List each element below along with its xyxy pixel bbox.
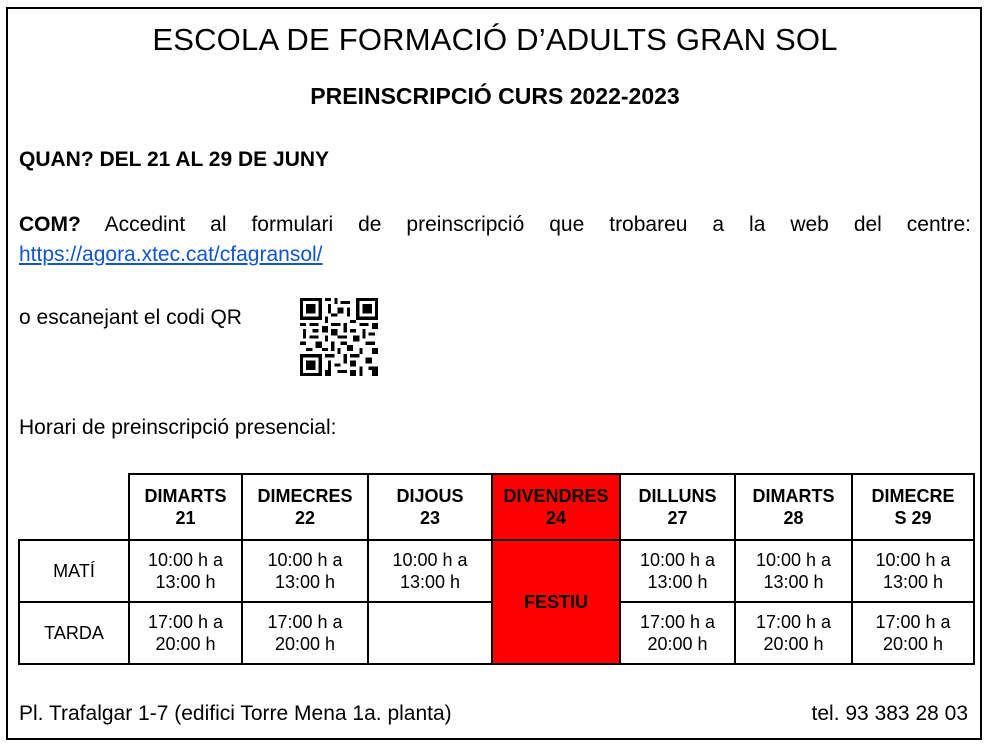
day-name: DIMARTS [752,486,835,506]
time-cell [129,602,242,664]
qr-code-icon [300,298,378,376]
day-name: DILLUNS [638,486,717,506]
how-text: Accedint al formulari de preinscripció que trobareu a la web del centre: [104,213,972,236]
time-start: 17:00 h a [147,612,224,632]
time-end: 13:00 h [882,572,944,592]
time-cell [129,540,242,602]
empty-time-cell [368,602,492,664]
phone-text: tel. 93 383 28 03 [811,702,968,725]
day-header [852,474,974,540]
empty-corner-cell [19,474,129,540]
time-cell [368,540,492,602]
time-cell [620,602,735,664]
schedule-header-row [19,474,974,540]
time-cell [242,540,368,602]
day-header [735,474,852,540]
day-name: DIMECRES [257,486,353,506]
time-start: 10:00 h a [147,550,224,570]
morning-row [19,540,974,602]
day-number: 23 [419,508,441,528]
day-number: 27 [667,508,688,528]
school-website-link[interactable]: https://agora.xtec.cat/cfagransol/ [19,243,323,266]
time-cell [852,540,974,602]
address-text: Pl. Trafalgar 1-7 (edifici Torre Mena 1a. planta) [19,702,452,725]
time-cell [620,540,735,602]
day-name: DIVENDRES [503,486,609,506]
when-heading: QUAN? DEL 21 AL 29 DE JUNY [19,148,330,171]
time-start: 17:00 h a [755,612,832,632]
row-label-morning: MATÍ [19,540,129,602]
time-end: 13:00 h [155,572,216,592]
time-start: 17:00 h a [267,612,343,632]
day-header [368,474,492,540]
time-cell [242,602,368,664]
time-start: 17:00 h a [875,612,951,632]
time-end: 13:00 h [274,572,336,592]
day-header [620,474,735,540]
row-label-afternoon: TARDA [19,602,129,664]
time-start: 10:00 h a [392,550,468,570]
time-cell [735,540,852,602]
time-end: 20:00 h [763,634,824,654]
time-end: 13:00 h [763,572,824,592]
day-name: DIJOUS [396,486,464,506]
day-header [242,474,368,540]
time-start: 10:00 h a [755,550,832,570]
holiday-cell: FESTIU [492,540,620,664]
school-title: ESCOLA DE FORMACIÓ D’ADULTS GRAN SOL [152,22,838,57]
time-start: 10:00 h a [875,550,951,570]
day-number: 22 [294,508,316,528]
qr-instruction: o escanejant el codi QR [19,306,242,329]
time-start: 10:00 h a [267,550,343,570]
time-end: 13:00 h [647,572,708,592]
time-end: 13:00 h [399,572,461,592]
how-paragraph [19,210,971,240]
time-cell [852,602,974,664]
time-cell [735,602,852,664]
how-label: COM? [19,213,81,236]
schedule-label: Horari de preinscripció presencial: [19,416,337,439]
time-end: 20:00 h [274,634,336,654]
course-subtitle: PREINSCRIPCIÓ CURS 2022-2023 [310,83,680,109]
day-header [129,474,242,540]
time-start: 17:00 h a [639,612,716,632]
day-number: S 29 [894,508,932,528]
day-name: DIMARTS [144,486,227,506]
time-end: 20:00 h [155,634,216,654]
time-end: 20:00 h [882,634,944,654]
day-number: 28 [783,508,804,528]
day-number: 21 [175,508,196,528]
schedule-table [18,473,975,665]
time-end: 20:00 h [647,634,708,654]
day-number: 24 [545,508,567,528]
time-start: 10:00 h a [639,550,716,570]
holiday-day-header [492,474,620,540]
day-name: DIMECRE [871,486,955,506]
